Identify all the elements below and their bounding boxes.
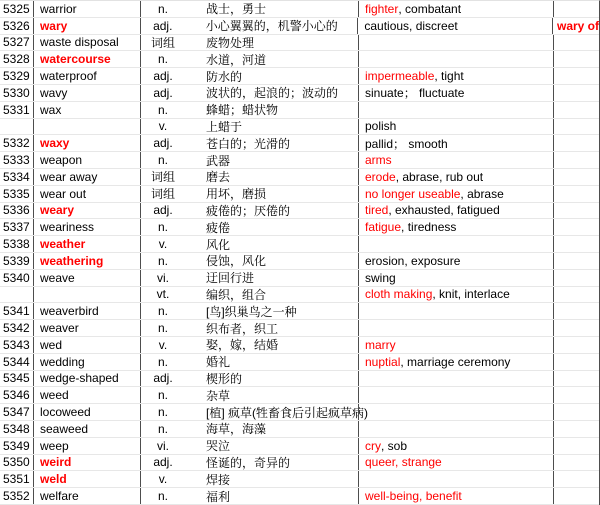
synonyms-cell bbox=[358, 455, 553, 471]
synonym-text: cloth making bbox=[365, 287, 433, 302]
row-number: 5331 bbox=[3, 102, 30, 117]
table-row bbox=[0, 219, 599, 236]
collocation-cell bbox=[553, 488, 599, 504]
synonyms-cell bbox=[358, 236, 553, 252]
table-row bbox=[0, 320, 599, 337]
synonyms-cell bbox=[358, 287, 553, 303]
synonyms-cell bbox=[358, 303, 553, 319]
collocation-cell bbox=[553, 203, 599, 219]
word-cell: weave bbox=[33, 270, 140, 286]
collocation-cell bbox=[553, 68, 599, 84]
row-number: 5325 bbox=[3, 1, 30, 16]
pos-def-cell bbox=[140, 18, 358, 34]
pos-def-cell bbox=[140, 438, 358, 454]
row-number: 5326 bbox=[3, 18, 30, 33]
definition: 水道，河道 bbox=[206, 52, 267, 67]
synonym-text: pallid； smooth bbox=[365, 136, 448, 151]
synonyms-cell bbox=[358, 404, 553, 420]
part-of-speech: 词组 bbox=[150, 187, 175, 202]
definition: 磨去 bbox=[206, 170, 231, 185]
row-number: 5349 bbox=[3, 438, 30, 453]
part-of-speech: adj. bbox=[153, 455, 173, 470]
synonyms-cell bbox=[358, 253, 553, 269]
collocation-cell bbox=[553, 102, 599, 118]
row-number: 5334 bbox=[3, 169, 30, 184]
pos-def-cell bbox=[140, 85, 358, 101]
synonym-text: sinuate； fluctuate bbox=[365, 86, 465, 101]
synonyms-cell bbox=[358, 471, 553, 487]
table-row bbox=[0, 270, 599, 287]
part-of-speech: v. bbox=[158, 119, 168, 134]
part-of-speech: v. bbox=[158, 337, 168, 352]
word-cell: seaweed bbox=[33, 421, 140, 437]
definition: 哭泣 bbox=[206, 439, 231, 454]
collocation-cell bbox=[553, 303, 599, 319]
definition: 小心翼翼的，机警小心的 bbox=[205, 19, 338, 34]
word-cell: watercourse bbox=[33, 51, 140, 67]
pos-def-cell bbox=[140, 404, 368, 420]
synonyms-cell bbox=[358, 219, 553, 235]
word-cell: weather bbox=[33, 236, 140, 252]
row-number: 5343 bbox=[3, 337, 30, 352]
part-of-speech: n. bbox=[157, 421, 168, 436]
word-cell bbox=[33, 119, 140, 135]
definition: 福利 bbox=[206, 489, 231, 504]
collocation-cell bbox=[553, 169, 599, 185]
part-of-speech: adj. bbox=[153, 69, 173, 84]
synonym-text: polish bbox=[365, 119, 397, 134]
pos-def-cell bbox=[140, 371, 358, 387]
part-of-speech: v. bbox=[158, 237, 168, 252]
word-cell: weaverbird bbox=[33, 303, 140, 319]
pos-def-cell bbox=[140, 387, 358, 403]
synonyms-cell bbox=[358, 320, 553, 336]
part-of-speech: n. bbox=[157, 220, 168, 235]
synonyms-cell bbox=[358, 102, 553, 118]
pos-def-cell bbox=[140, 455, 358, 471]
table-row bbox=[0, 152, 599, 169]
row-number: 5335 bbox=[3, 186, 30, 201]
table-row bbox=[0, 102, 599, 119]
row-number: 5338 bbox=[3, 237, 30, 252]
definition: 织布者，织工 bbox=[206, 321, 279, 336]
collocation-cell: wary of bbox=[552, 18, 599, 34]
synonyms-cell bbox=[358, 203, 553, 219]
row-number bbox=[0, 287, 33, 303]
word-cell: weed bbox=[33, 387, 140, 403]
table-row bbox=[0, 371, 599, 388]
collocation-cell bbox=[553, 371, 599, 387]
word-cell: waterproof bbox=[33, 68, 140, 84]
part-of-speech: n. bbox=[157, 253, 168, 268]
collocation-cell bbox=[553, 219, 599, 235]
part-of-speech: 词组 bbox=[150, 170, 175, 185]
synonym-text: , abrase, rub out bbox=[395, 169, 484, 184]
row-number: 5340 bbox=[3, 270, 30, 285]
collocation-cell bbox=[553, 354, 599, 370]
synonym-text: , exhausted, fatigued bbox=[388, 203, 500, 218]
row-number: 5345 bbox=[3, 371, 30, 386]
pos-def-cell bbox=[140, 1, 358, 17]
word-cell: waste disposal bbox=[33, 35, 140, 51]
collocation-cell bbox=[553, 404, 599, 420]
pos-def-cell bbox=[140, 119, 358, 135]
collocation-cell bbox=[553, 236, 599, 252]
definition: 侵蚀，风化 bbox=[206, 254, 267, 269]
collocation-cell bbox=[553, 270, 599, 286]
word-cell bbox=[33, 287, 140, 303]
definition: 杂草 bbox=[206, 388, 231, 403]
synonym-text: fighter bbox=[365, 1, 399, 16]
synonym-text: cautious, discreet bbox=[364, 18, 458, 33]
table-row bbox=[0, 421, 599, 438]
part-of-speech: adj. bbox=[153, 18, 173, 33]
row-number: 5333 bbox=[3, 153, 30, 168]
synonyms-cell bbox=[358, 1, 553, 17]
part-of-speech: adj. bbox=[153, 85, 173, 100]
part-of-speech: adj. bbox=[153, 203, 173, 218]
row-number: 5336 bbox=[3, 203, 30, 218]
synonym-text: arms bbox=[365, 153, 392, 168]
table-row bbox=[0, 203, 599, 220]
definition: 风化 bbox=[206, 237, 231, 252]
table-row bbox=[0, 387, 599, 404]
part-of-speech: n. bbox=[157, 405, 168, 420]
definition: 婚礼 bbox=[206, 355, 231, 370]
table-row bbox=[0, 438, 599, 455]
pos-def-cell bbox=[140, 152, 358, 168]
part-of-speech: v. bbox=[158, 472, 168, 487]
synonym-text: fatigue bbox=[365, 220, 402, 235]
synonyms-cell bbox=[358, 270, 553, 286]
collocation-cell bbox=[553, 337, 599, 353]
part-of-speech: n. bbox=[157, 304, 168, 319]
pos-def-cell bbox=[140, 488, 358, 504]
synonym-text: , abrase bbox=[460, 186, 504, 201]
row-number: 5351 bbox=[3, 472, 30, 487]
definition: 苍白的；光滑的 bbox=[206, 136, 291, 151]
collocation-cell bbox=[553, 51, 599, 67]
row-number: 5330 bbox=[3, 85, 30, 100]
definition: [植] 疯草(牲畜食后引起疯草病) bbox=[206, 405, 368, 420]
collocation-cell bbox=[553, 135, 599, 151]
synonym-text: queer, strange bbox=[365, 455, 442, 470]
part-of-speech: n. bbox=[157, 1, 168, 16]
part-of-speech: n. bbox=[157, 321, 168, 336]
word-cell: wax bbox=[33, 102, 140, 118]
pos-def-cell bbox=[140, 320, 358, 336]
word-cell: weep bbox=[33, 438, 140, 454]
row-number: 5350 bbox=[3, 455, 30, 470]
definition: 战士，勇士 bbox=[206, 2, 267, 17]
definition: 编织，组合 bbox=[206, 287, 267, 302]
synonyms-cell bbox=[358, 186, 553, 202]
row-number: 5337 bbox=[3, 220, 30, 235]
synonym-text: no longer useable bbox=[365, 186, 461, 201]
table-row bbox=[0, 35, 599, 52]
synonym-text: , tight bbox=[434, 69, 464, 84]
table-row bbox=[0, 18, 599, 35]
table-row bbox=[0, 455, 599, 472]
part-of-speech: 词组 bbox=[150, 36, 175, 50]
synonym-text: erosion, exposure bbox=[365, 253, 461, 268]
part-of-speech: vi. bbox=[157, 270, 169, 285]
word-cell: wear out bbox=[33, 186, 140, 202]
synonym-text: marry bbox=[365, 337, 396, 352]
synonym-text: cry bbox=[365, 438, 381, 453]
synonym-text: well-being, benefit bbox=[365, 489, 462, 503]
collocation-cell bbox=[553, 119, 599, 135]
collocation-cell bbox=[553, 455, 599, 471]
synonyms-cell bbox=[358, 119, 553, 135]
pos-def-cell bbox=[140, 102, 358, 118]
word-cell: weld bbox=[33, 471, 140, 487]
synonyms-cell bbox=[358, 85, 553, 101]
part-of-speech: n. bbox=[157, 52, 168, 67]
row-number: 5329 bbox=[3, 69, 30, 84]
part-of-speech: n. bbox=[157, 489, 168, 503]
word-cell: welfare bbox=[33, 488, 140, 504]
part-of-speech: n. bbox=[157, 102, 168, 117]
synonyms-cell bbox=[358, 438, 553, 454]
table-row bbox=[0, 488, 599, 505]
pos-def-cell bbox=[140, 471, 358, 487]
word-cell: wear away bbox=[33, 169, 140, 185]
word-cell: wary bbox=[33, 18, 140, 34]
table-row bbox=[0, 186, 599, 203]
pos-def-cell bbox=[140, 169, 358, 185]
word-cell: weird bbox=[33, 455, 140, 471]
part-of-speech: vi. bbox=[157, 438, 169, 453]
table-row bbox=[0, 119, 599, 136]
synonyms-cell bbox=[358, 51, 553, 67]
synonym-text: impermeable bbox=[365, 69, 435, 84]
synonym-text: nuptial bbox=[365, 354, 401, 369]
collocation-cell bbox=[553, 421, 599, 437]
definition: 防水的 bbox=[206, 69, 243, 84]
definition: 海草，海藻 bbox=[206, 422, 267, 437]
table-row bbox=[0, 1, 599, 18]
table-row bbox=[0, 404, 599, 421]
row-number: 5339 bbox=[3, 253, 30, 268]
definition: 用坏，磨损 bbox=[206, 187, 267, 202]
definition: 波状的，起浪的；波动的 bbox=[206, 86, 339, 101]
definition: 娶，嫁，结婚 bbox=[206, 338, 279, 353]
collocation-cell bbox=[553, 471, 599, 487]
synonyms-cell bbox=[358, 371, 553, 387]
pos-def-cell bbox=[140, 421, 358, 437]
synonyms-cell bbox=[357, 18, 552, 34]
table-row bbox=[0, 253, 599, 270]
word-cell: wed bbox=[33, 337, 140, 353]
synonym-text: , knit, interlace bbox=[432, 287, 510, 302]
row-number bbox=[0, 119, 33, 135]
row-number: 5332 bbox=[3, 136, 30, 151]
row-number: 5344 bbox=[3, 354, 30, 369]
row-number: 5346 bbox=[3, 388, 30, 403]
row-number: 5341 bbox=[3, 304, 30, 319]
word-cell: weapon bbox=[33, 152, 140, 168]
synonym-text: tired bbox=[365, 203, 389, 218]
table-row bbox=[0, 169, 599, 186]
pos-def-cell bbox=[140, 51, 358, 67]
table-row bbox=[0, 51, 599, 68]
collocation-cell bbox=[553, 85, 599, 101]
collocation-cell bbox=[553, 186, 599, 202]
pos-def-cell bbox=[140, 270, 358, 286]
synonyms-cell bbox=[358, 135, 553, 151]
synonym-text: swing bbox=[365, 270, 396, 285]
synonyms-cell bbox=[358, 488, 553, 504]
table-row bbox=[0, 85, 599, 102]
definition: 焊接 bbox=[206, 472, 231, 487]
row-number: 5327 bbox=[3, 35, 30, 50]
part-of-speech: n. bbox=[157, 354, 168, 369]
pos-def-cell bbox=[140, 68, 358, 84]
word-cell: wedge-shaped bbox=[33, 371, 140, 387]
definition: 上蜡于 bbox=[206, 119, 243, 134]
table-row bbox=[0, 236, 599, 253]
part-of-speech: adj. bbox=[153, 371, 173, 386]
collocation-cell bbox=[553, 152, 599, 168]
collocation-cell bbox=[553, 287, 599, 303]
synonyms-cell bbox=[358, 68, 553, 84]
definition: 迂回行进 bbox=[206, 271, 255, 286]
word-cell: weathering bbox=[33, 253, 140, 269]
synonyms-cell bbox=[358, 387, 553, 403]
synonyms-cell bbox=[358, 337, 553, 353]
table-row bbox=[0, 471, 599, 488]
synonyms-cell bbox=[358, 354, 553, 370]
pos-def-cell bbox=[140, 35, 358, 51]
word-cell: waxy bbox=[33, 135, 140, 151]
synonym-text: , tiredness bbox=[401, 220, 457, 235]
collocation-cell bbox=[553, 35, 599, 51]
word-cell: wavy bbox=[33, 85, 140, 101]
table-row bbox=[0, 287, 599, 304]
part-of-speech: adj. bbox=[153, 136, 173, 151]
definition: 疲倦的；厌倦的 bbox=[206, 203, 291, 218]
part-of-speech: n. bbox=[157, 388, 168, 403]
synonyms-cell bbox=[358, 421, 553, 437]
definition: 疲倦 bbox=[206, 220, 231, 235]
pos-def-cell bbox=[140, 287, 358, 303]
pos-def-cell bbox=[140, 186, 358, 202]
definition: 武器 bbox=[206, 153, 231, 168]
synonym-text: , marriage ceremony bbox=[400, 354, 511, 369]
synonyms-cell bbox=[358, 169, 553, 185]
synonym-text: , sob bbox=[381, 438, 408, 453]
synonym-text: , combatant bbox=[398, 1, 462, 16]
pos-def-cell bbox=[140, 203, 358, 219]
collocation-cell bbox=[553, 438, 599, 454]
word-cell: locoweed bbox=[33, 404, 140, 420]
word-cell: weary bbox=[33, 203, 140, 219]
pos-def-cell bbox=[140, 354, 358, 370]
synonyms-cell bbox=[358, 35, 553, 51]
pos-def-cell bbox=[140, 337, 358, 353]
table-row bbox=[0, 68, 599, 85]
table-row bbox=[0, 303, 599, 320]
row-number: 5347 bbox=[3, 405, 30, 420]
word-cell: weaver bbox=[33, 320, 140, 336]
part-of-speech: n. bbox=[157, 153, 168, 168]
collocation-cell bbox=[553, 387, 599, 403]
synonyms-cell bbox=[358, 152, 553, 168]
row-number: 5342 bbox=[3, 321, 30, 336]
definition: 楔形的 bbox=[206, 371, 243, 386]
word-cell: wedding bbox=[33, 354, 140, 370]
row-number: 5328 bbox=[3, 52, 30, 67]
synonym-text: erode bbox=[365, 169, 396, 184]
definition: 怪诞的，奇异的 bbox=[206, 455, 291, 470]
word-cell: weariness bbox=[33, 219, 140, 235]
word-cell: warrior bbox=[33, 1, 140, 17]
row-number: 5352 bbox=[3, 489, 30, 503]
pos-def-cell bbox=[140, 253, 358, 269]
definition: [鸟]织巢鸟之一种 bbox=[206, 304, 297, 319]
definition: 废物处理 bbox=[206, 36, 255, 50]
pos-def-cell bbox=[140, 135, 358, 151]
collocation-cell bbox=[553, 320, 599, 336]
table-row bbox=[0, 135, 599, 152]
pos-def-cell bbox=[140, 236, 358, 252]
pos-def-cell bbox=[140, 219, 358, 235]
part-of-speech: vt. bbox=[156, 287, 170, 302]
pos-def-cell bbox=[140, 303, 358, 319]
table-row bbox=[0, 337, 599, 354]
row-number: 5348 bbox=[3, 421, 30, 436]
collocation-cell bbox=[553, 1, 599, 17]
definition: 蜂蜡；蜡状物 bbox=[206, 103, 279, 118]
collocation-cell bbox=[553, 253, 599, 269]
table-row bbox=[0, 354, 599, 371]
